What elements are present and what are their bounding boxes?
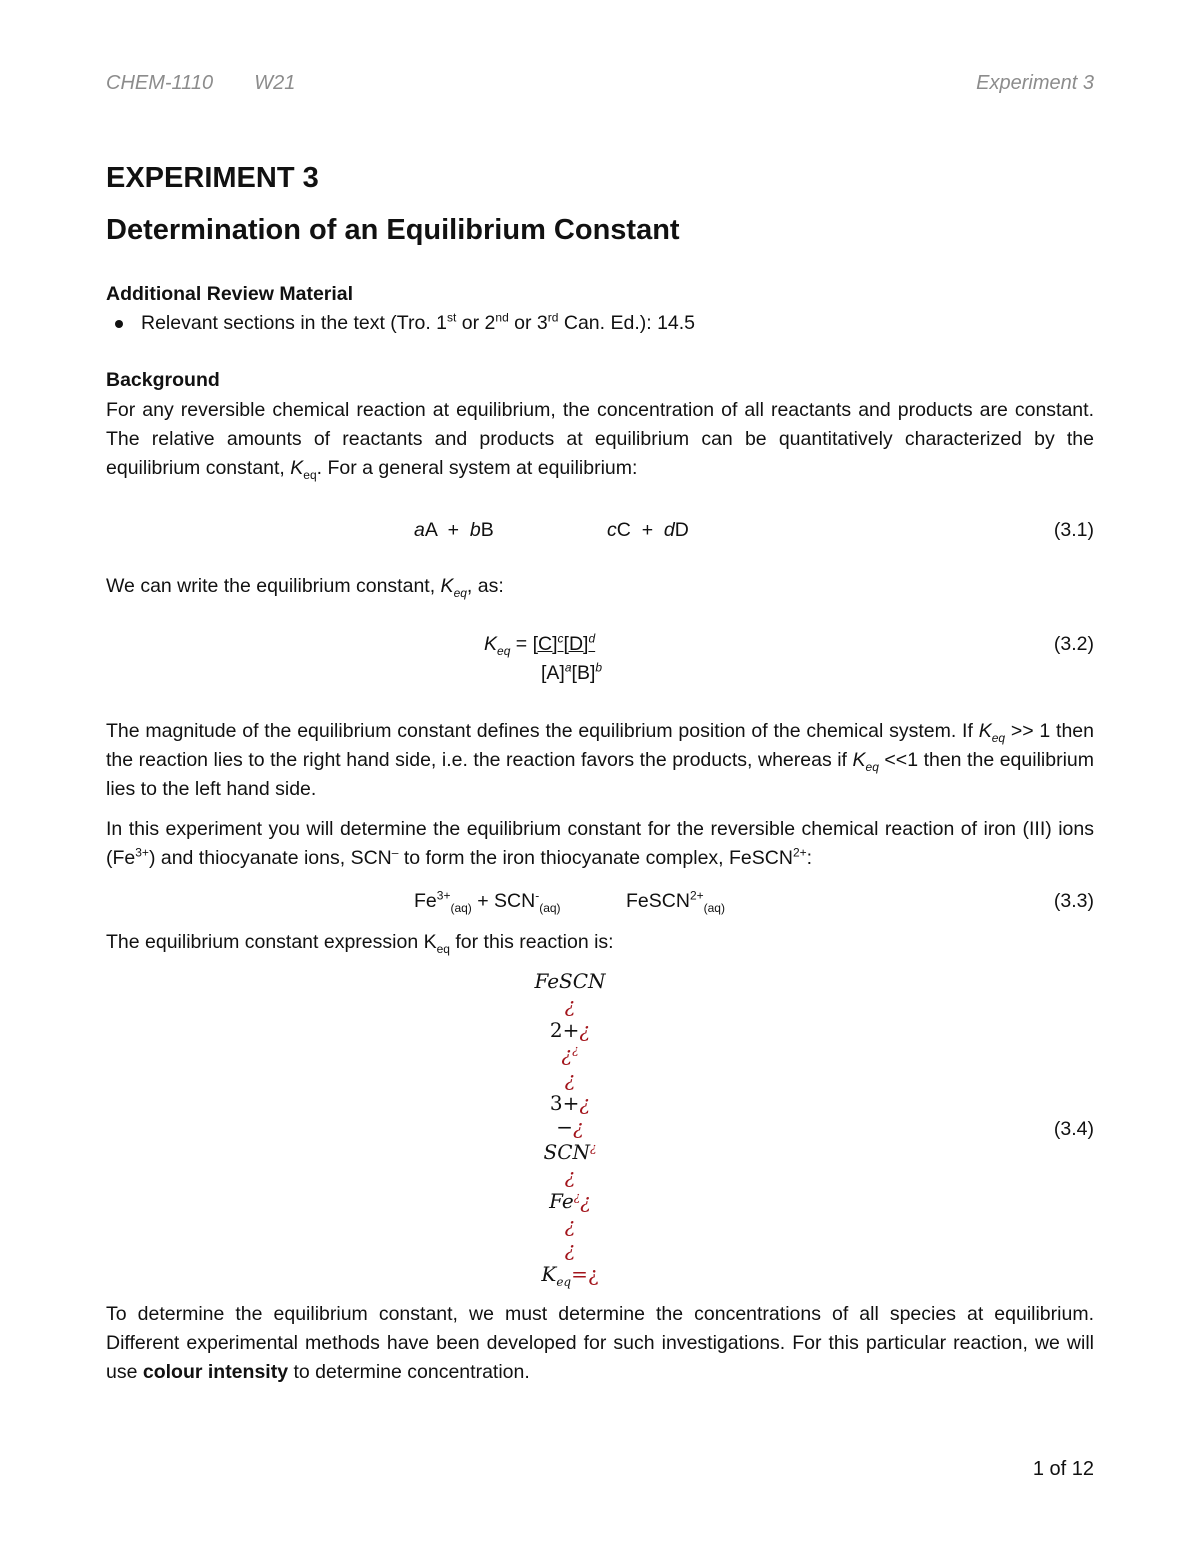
eq-token: ¿: [572, 1042, 579, 1057]
phase: (aq): [539, 900, 561, 915]
eq-token: ¿: [564, 993, 576, 1018]
eq-token: ¿: [564, 1237, 576, 1262]
keq-subscript: eq: [497, 643, 511, 658]
header-course: [106, 72, 295, 95]
text: , as:: [466, 575, 504, 597]
magnitude-paragraph: [106, 717, 1094, 804]
species: + SCN: [471, 890, 536, 912]
charge: 3+: [436, 888, 451, 903]
coef: a: [414, 519, 425, 541]
eq-token: FeSCN: [534, 969, 606, 993]
eq-line: [470, 1237, 670, 1261]
equation-number-3-4: (3.4): [1053, 1118, 1094, 1140]
review-bullet: [141, 312, 695, 335]
plus: +: [447, 519, 460, 541]
text: The equilibrium constant expression K: [106, 931, 437, 953]
background-heading: Background: [106, 369, 220, 391]
text: ) and thiocyanate ions, SCN: [148, 847, 392, 869]
write-keq-line: [106, 575, 504, 598]
species: C: [616, 519, 631, 541]
species: D: [674, 519, 689, 541]
text: We can write the equilibrium constant,: [106, 575, 441, 597]
review-text: Relevant sections in the text (Tro. 1: [141, 312, 448, 334]
keq-symbol: K: [290, 457, 304, 479]
equation-3-2-denominator: [541, 662, 602, 685]
equation-3-2-numerator: [484, 633, 595, 656]
text: >> 1 then the reaction lies to the right hand side, i.e. the reaction favors the products, whereas if: [106, 720, 1095, 771]
charge: -: [535, 888, 540, 903]
exp: d: [588, 631, 596, 646]
species: Fe: [414, 890, 437, 912]
species: A: [424, 519, 437, 541]
eq-token: ¿: [564, 1066, 576, 1091]
course-term: W21: [254, 72, 296, 94]
sup: st: [447, 310, 457, 325]
eq-token: 3+: [549, 1091, 580, 1116]
page-subtitle: Determination of an Equilibrium Constant: [106, 214, 680, 246]
bullet-icon: [115, 320, 123, 328]
plus: +: [641, 519, 654, 541]
charge: 3+: [135, 845, 149, 860]
text: for this reaction is:: [449, 931, 614, 953]
charge: 2+: [792, 845, 807, 860]
text: :: [806, 847, 813, 869]
keq-symbol: K: [852, 749, 866, 771]
coef: d: [663, 519, 675, 541]
subscript: eq: [436, 941, 450, 956]
eq-token: eq: [556, 1274, 572, 1289]
species: FeSCN: [626, 890, 690, 912]
eq-line: [470, 1189, 670, 1213]
course-code: CHEM-1110: [106, 72, 214, 94]
equation-3-1-left: [414, 519, 494, 542]
eq-line: [470, 1261, 670, 1289]
eq-line: [470, 1018, 670, 1042]
eq-line: [470, 969, 670, 993]
text: <<1 then the equilibrium lies to the left hand side.: [106, 749, 1094, 800]
charge: –: [391, 845, 399, 860]
determine-paragraph: [106, 1300, 1094, 1387]
eq-token: SCN: [543, 1139, 591, 1164]
keq-expression-line: [106, 931, 614, 954]
review-text: Can. Ed.): 14.5: [558, 312, 696, 334]
charge: 2+: [689, 888, 704, 903]
text: to form the iron thiocyanate complex, FeSCN: [398, 847, 793, 869]
text: In this experiment you will determine the equilibrium constant for the reversible chemical reaction of iron (III) ions (Fe: [106, 818, 1094, 869]
eq-token: ¿: [579, 1091, 591, 1116]
eq-line: [470, 1213, 670, 1237]
keq-subscript: eq: [453, 585, 467, 600]
eq-line: [470, 993, 670, 1017]
text: To determine the equilibrium constant, we must determine the concentrations of all species at equilibrium. Different experimental methods have been developed for such investigations. For this particular reaction, we will use: [106, 1303, 1094, 1383]
keq-symbol: K: [440, 575, 454, 597]
eq-token: ¿: [573, 1115, 584, 1140]
text: to determine concentration.: [288, 1361, 530, 1383]
emphasis: colour intensity: [142, 1361, 289, 1383]
eq-token: ¿: [573, 1189, 581, 1203]
review-text: or 2: [456, 312, 496, 334]
eq-line: [470, 1164, 670, 1188]
keq-symbol: K: [978, 720, 992, 742]
coef: c: [607, 519, 617, 541]
equation-number-3-1: (3.1): [1053, 519, 1094, 541]
equation-3-3-left: [414, 890, 561, 913]
eq-token: ¿: [580, 1188, 591, 1213]
equals: =: [510, 633, 533, 655]
conc-d: [D]: [563, 633, 589, 655]
eq-token: 2+: [549, 1017, 580, 1042]
coef: b: [469, 519, 481, 541]
eq-line: [470, 1091, 670, 1115]
phase: (aq): [450, 900, 472, 915]
paragraph-text: For any reversible chemical reaction at equilibrium, the concentration of all reactants and products are constant. The relative amounts of reactants and products at equilibrium can be quantitatively characterized by the equilibrium constant,: [106, 399, 1094, 479]
equation-3-4: [470, 969, 670, 1289]
eq-token: Fe: [549, 1188, 574, 1213]
review-text: or 3: [508, 312, 548, 334]
paragraph-text: . For a general system at equilibrium:: [316, 457, 638, 479]
eq-line: [470, 1067, 670, 1091]
keq-subscript: eq: [303, 467, 317, 482]
eq-line: [470, 1140, 670, 1164]
exp: a: [564, 660, 572, 675]
page-number: 1 of 12: [1032, 1458, 1094, 1480]
review-heading: Additional Review Material: [106, 283, 354, 305]
conc-a: [A]: [541, 662, 565, 684]
conc-b: [B]: [571, 662, 596, 684]
text: The magnitude of the equilibrium constant defines the equilibrium position of the chemical system. If: [106, 720, 979, 742]
eq-token: ¿: [579, 1017, 591, 1042]
background-paragraph: [106, 396, 1094, 483]
experiment-paragraph: [106, 815, 1094, 873]
page-title: EXPERIMENT 3: [106, 162, 319, 194]
eq-token: ¿: [590, 1140, 597, 1155]
eq-token: −: [556, 1115, 574, 1140]
species: B: [480, 519, 494, 541]
equation-number-3-2: (3.2): [1053, 633, 1094, 655]
sup: nd: [495, 310, 509, 325]
sup: rd: [547, 310, 559, 325]
exp: c: [557, 631, 564, 646]
keq-subscript: eq: [865, 759, 879, 774]
eq-token: ¿: [564, 1164, 576, 1189]
eq-line: [470, 1042, 670, 1066]
equation-3-3-right: [626, 890, 725, 913]
eq-line: [470, 1115, 670, 1139]
eq-token: ¿: [561, 1042, 573, 1067]
conc-c: [C]: [532, 633, 558, 655]
eq-token: K: [541, 1261, 557, 1286]
equation-number-3-3: (3.3): [1053, 890, 1094, 912]
exp: b: [595, 660, 603, 675]
keq-subscript: eq: [991, 730, 1006, 745]
header-experiment: Experiment 3: [976, 72, 1094, 94]
equation-3-1-right: [607, 519, 689, 542]
eq-token: ¿: [564, 1213, 576, 1238]
phase: (aq): [703, 900, 725, 915]
eq-token: =¿: [571, 1261, 599, 1286]
keq-symbol: K: [484, 633, 498, 655]
